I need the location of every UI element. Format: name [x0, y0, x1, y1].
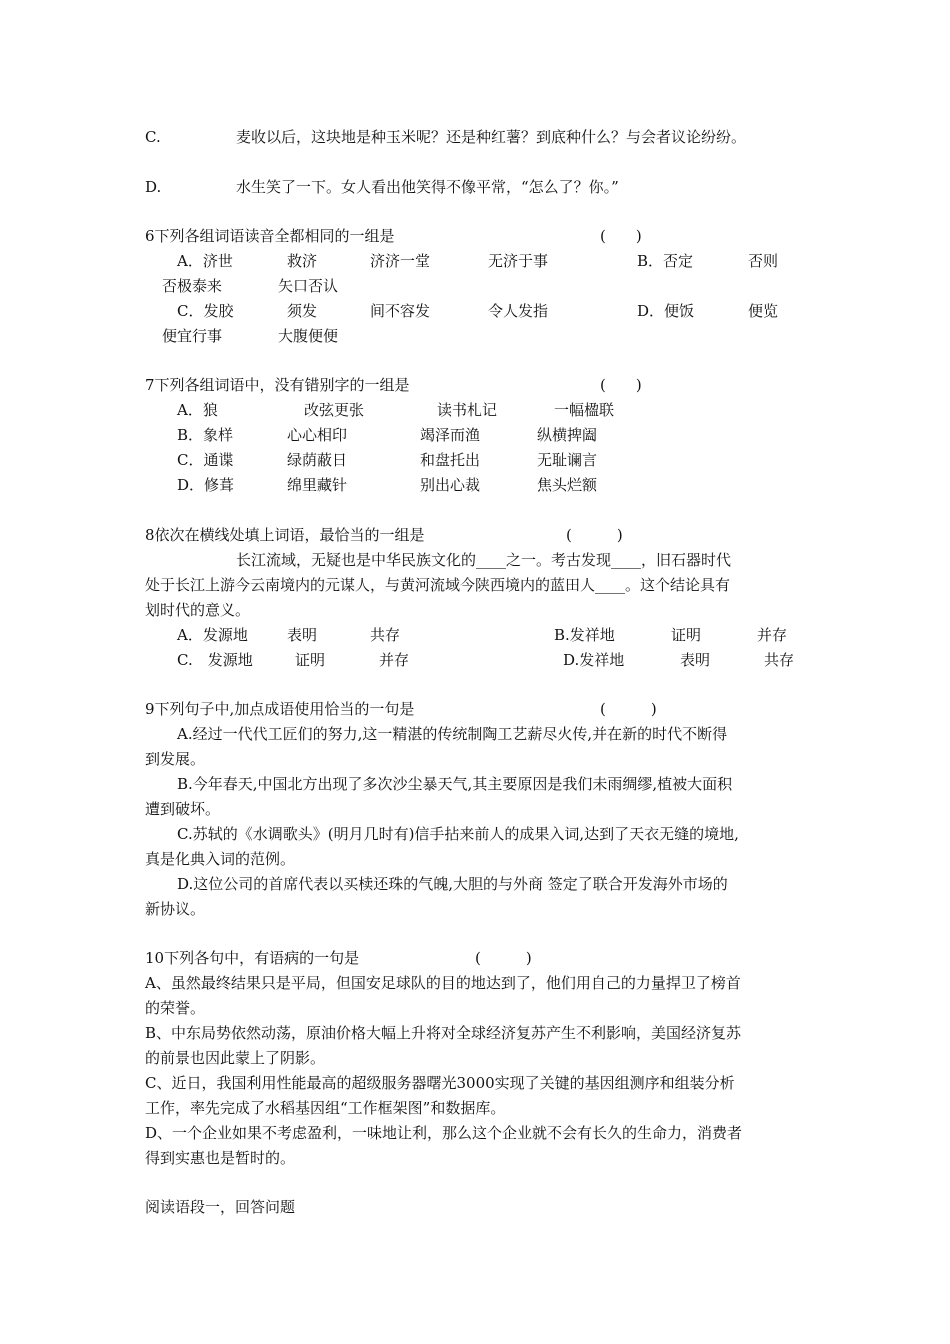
q8-option-b: B.发祥地 [554, 626, 615, 644]
q9-answer-paren: ( ) [600, 700, 657, 718]
option-c-label: C. [145, 128, 161, 146]
q8-stem: 8依次在横线处填上词语，最恰当的一组是 [145, 526, 425, 544]
q6-option-b: B．否定 [637, 252, 694, 270]
q7-stem: 7下列各组词语中，没有错别字的一组是 [145, 376, 410, 394]
q6-option-d: D．便饭 [637, 302, 695, 320]
q8-option-d: D.发祥地 [563, 651, 625, 669]
q6-option-d-word: 大腹便便 [278, 327, 339, 345]
q8-option-a-word: 共存 [370, 626, 401, 644]
option-d-label: D. [145, 178, 162, 196]
q10-option-c-cont: 工作，率先完成了水稻基因组“工作框架图”和数据库。 [145, 1099, 506, 1117]
q7-option-b: B．象样 [177, 426, 234, 444]
q7-option-a-word: 改弦更张 [304, 401, 365, 419]
q6-option-a-word: 济济一堂 [370, 252, 431, 270]
q8-option-d-word: 共存 [764, 651, 795, 669]
q8-option-a-word: 表明 [287, 626, 318, 644]
q7-option-c: C．通谍 [177, 451, 234, 469]
q6-option-b-word: 矢口否认 [278, 277, 339, 295]
q9-option-c: C.苏轼的《水调歌头》(明月几时有)信手拈来前人的成果入词,达到了天衣无缝的境地, [177, 825, 739, 843]
q9-option-d-cont: 新协议。 [145, 900, 206, 918]
q7-option-b-word: 心心相印 [287, 426, 348, 444]
q8-option-a: A．发源地 [177, 626, 248, 644]
q10-option-b: B、中东局势依然动荡，原油价格大幅上升将对全球经济复苏产生不利影响，美国经济复苏 [145, 1024, 742, 1042]
q7-option-d-word: 绵里藏针 [287, 476, 348, 494]
q7-option-c-word: 无耻谰言 [537, 451, 598, 469]
q10-option-b-cont: 的前景也因此蒙上了阴影。 [145, 1049, 326, 1067]
q10-stem: 10下列各句中，有语病的一句是 [145, 949, 360, 967]
option-c-text: 麦收以后，这块地是种玉米呢？还是种红薯？到底种什么？与会者议论纷纷。 [236, 128, 747, 146]
q6-option-b-word: 否极泰来 [162, 277, 223, 295]
q6-option-c-word: 须发 [287, 302, 318, 320]
q6-stem: 6下列各组词语读音全都相同的一组是 [145, 227, 395, 245]
q6-answer-paren: ( ) [600, 227, 642, 245]
q6-option-a-word: 无济于事 [488, 252, 549, 270]
q6-option-c-word: 间不容发 [370, 302, 431, 320]
q7-option-b-word: 纵横捭阖 [537, 426, 598, 444]
q8-option-b-word: 并存 [757, 626, 788, 644]
q6-option-a-word: 救济 [287, 252, 318, 270]
q7-option-a-word: 一幅楹联 [554, 401, 615, 419]
q6-option-c: C．发胶 [177, 302, 234, 320]
q9-option-d: D.这位公司的首席代表以买椟还珠的气魄,大胆的与外商 签定了联合开发海外市场的 [177, 875, 728, 893]
q8-passage-line: 划时代的意义。 [145, 601, 251, 619]
q8-option-c-word: 证明 [295, 651, 326, 669]
q7-option-d: D．修葺 [177, 476, 235, 494]
q6-option-d-word: 便宜行事 [162, 327, 223, 345]
q7-option-d-word: 别出心裁 [420, 476, 481, 494]
q9-stem: 9下列句子中,加点成语使用恰当的一句是 [145, 700, 415, 718]
option-d-text: 水生笑了一下。女人看出他笑得不像平常，“怎么了？你。” [236, 178, 619, 196]
q8-passage-line: 长江流域，无疑也是中华民族文化的____之一。考古发现____，旧石器时代 [236, 551, 732, 569]
q10-option-a: A、虽然最终结果只是平局，但国安足球队的目的地达到了，他们用自己的力量捍卫了榜首 [145, 974, 741, 992]
q9-option-a-cont: 到发展。 [145, 750, 206, 768]
q10-answer-paren: ( ) [475, 949, 532, 967]
q10-option-a-cont: 的荣誉。 [145, 999, 206, 1017]
q9-option-a: A.经过一代代工匠们的努力,这一精湛的传统制陶工艺薪尽火传,并在新的时代不断得 [177, 725, 728, 743]
q8-answer-paren: ( ) [566, 526, 623, 544]
q7-option-a: A．狼 [177, 401, 218, 419]
q7-option-d-word: 焦头烂额 [537, 476, 598, 494]
q9-option-b-cont: 遭到破坏。 [145, 800, 221, 818]
q9-option-c-cont: 真是化典入词的范例。 [145, 850, 296, 868]
q7-option-c-word: 和盘托出 [420, 451, 481, 469]
q8-option-d-word: 表明 [680, 651, 711, 669]
q7-answer-paren: ( ) [600, 376, 642, 394]
q7-option-b-word: 竭泽而渔 [420, 426, 481, 444]
q8-option-c: C. 发源地 [177, 651, 253, 669]
q9-option-b: B.今年春天,中国北方出现了多次沙尘暴天气,其主要原因是我们未雨绸缪,植被大面积 [177, 775, 733, 793]
q10-option-d: D、一个企业如果不考虑盈利，一味地让利，那么这个企业就不会有长久的生命力，消费者 [145, 1124, 743, 1142]
q10-option-d-cont: 得到实惠也是暂时的。 [145, 1149, 296, 1167]
q6-option-d-word: 便览 [748, 302, 779, 320]
q8-passage-line: 处于长江上游今云南境内的元谋人，与黄河流域今陕西境内的蓝田人____。这个结论具有 [145, 576, 731, 594]
q8-option-b-word: 证明 [671, 626, 702, 644]
q10-option-c: C、近日，我国利用性能最高的超级服务器曙光3000实现了关键的基因组测序和组装分析 [145, 1074, 735, 1092]
reading-section-heading: 阅读语段一，回答问题 [145, 1198, 296, 1216]
q6-option-a: A．济世 [177, 252, 233, 270]
q6-option-b-word: 否则 [748, 252, 779, 270]
q7-option-a-word: 读书札记 [437, 401, 498, 419]
q8-option-c-word: 并存 [379, 651, 410, 669]
q6-option-c-word: 令人发指 [488, 302, 549, 320]
q7-option-c-word: 绿荫蔽日 [287, 451, 348, 469]
